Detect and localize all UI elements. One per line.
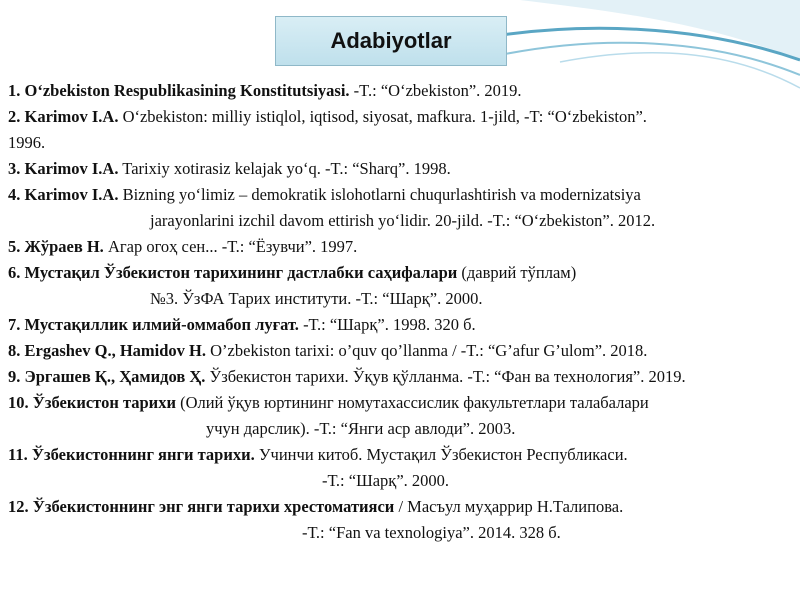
ref-continuation: №3. ЎзФА Тарих институти. -Т.: “Шарқ”. 2000. (150, 289, 483, 308)
ref-author: Ўзбекистоннинг энг янги тарихи хрестоматияси (32, 497, 395, 516)
list-item (8, 234, 793, 260)
list-item (8, 156, 793, 182)
ref-details: Учинчи китоб. Мустақил Ўзбекистон Республикаси. (254, 445, 628, 464)
ref-continuation: -Т.: “Fan va texnologiya”. 2014. 328 б. (302, 523, 561, 542)
ref-number: 2. (8, 107, 21, 126)
ref-continuation: -Т.: “Шарқ”. 2000. (322, 471, 450, 490)
ref-number: 1. (8, 81, 21, 100)
ref-number: 8. (8, 341, 21, 360)
ref-details: Tarixiy xotirasiz kelajak yo‘q. -T.: “Sharq”. 1998. (118, 159, 451, 178)
ref-details: (Олий ўқув юртининг номутахассислик факультетлари талабалари (175, 393, 649, 412)
ref-number: 9. (8, 367, 21, 386)
list-item (8, 78, 793, 104)
ref-continuation: jarayonlarini izchil davom ettirish yo‘lidir. 20-jild. -T.: “O‘zbekiston”. 2012. (150, 211, 656, 230)
ref-number: 10. (8, 393, 29, 412)
ref-details: O‘zbekiston: milliy istiqlol, iqtisod, siyosat, mafkura. 1-jild, -T: “O‘zbekiston”. (118, 107, 647, 126)
list-item (8, 390, 793, 416)
ref-details: -Т.: “Шарқ”. 1998. 320 б. (298, 315, 476, 334)
ref-author: Karimov I.A. (24, 107, 119, 126)
page-title: Adabiyotlar (275, 16, 507, 66)
ref-continuation: учун дарслик). -Т.: “Янги аср авлоди”. 2003. (206, 419, 516, 438)
ref-number: 5. (8, 237, 21, 256)
ref-number: 6. (8, 263, 21, 282)
ref-author: Мустақиллик илмий-оммабоп луғат. (24, 315, 299, 334)
ref-author: Ўзбекистоннинг янги тарихи. (31, 445, 255, 464)
list-item (8, 338, 793, 364)
ref-details: O’zbekiston tarixi: o’quv qo’llanma / -T.: “G’afur G’ulom”. 2018. (206, 341, 648, 360)
ref-author: Ergashev Q., Hamidov H. (24, 341, 207, 360)
ref-author: Ўзбекистон тарихи (32, 393, 176, 412)
list-item (8, 442, 793, 468)
ref-details: / Масъул муҳаррир Н.Талипова. (394, 497, 624, 516)
ref-number: 12. (8, 497, 29, 516)
list-item (8, 182, 793, 208)
ref-details: Bizning yo‘limiz – demokratik islohotlarni chuqurlashtirish va modernizatsiya (118, 185, 641, 204)
ref-author: Жўраев Н. (24, 237, 104, 256)
ref-number: 4. (8, 185, 21, 204)
list-item (8, 494, 793, 520)
ref-author: Karimov I.A. (24, 159, 119, 178)
ref-number: 7. (8, 315, 21, 334)
ref-details: Ўзбекистон тарихи. Ўқув қўлланма. -Т.: “Фан ва технология”. 2019. (205, 367, 686, 386)
ref-author: Karimov I.A. (24, 185, 119, 204)
list-item (8, 260, 793, 286)
ref-number: 3. (8, 159, 21, 178)
ref-details: (даврий тўплам) (457, 263, 577, 282)
list-item (8, 312, 793, 338)
ref-details: -T.: “O‘zbekiston”. 2019. (349, 81, 522, 100)
ref-author: Мустақил Ўзбекистон тарихининг дастлабки саҳифалари (24, 263, 458, 282)
ref-author: Эргашев Қ., Ҳамидов Ҳ. (24, 367, 206, 386)
ref-number: 11. (8, 445, 28, 464)
list-item (8, 364, 793, 390)
reference-list (8, 78, 793, 546)
ref-continuation: 1996. (8, 133, 46, 152)
ref-author: O‘zbekiston Respublikasining Konstitutsiyasi. (24, 81, 350, 100)
list-item (8, 104, 793, 130)
ref-details: Агар огоҳ сен... -Т.: “Ёзувчи”. 1997. (103, 237, 358, 256)
